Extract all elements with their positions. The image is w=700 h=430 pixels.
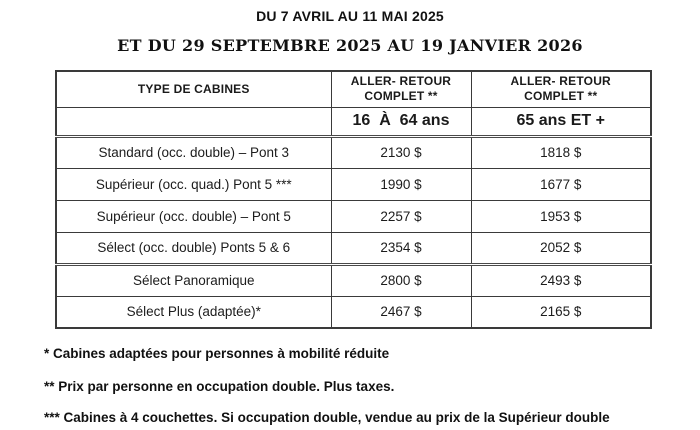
price-65-plus-cell: 2165 $ — [471, 296, 651, 328]
table-row — [56, 232, 651, 264]
table-row — [56, 200, 651, 232]
age-row-empty-cell — [56, 107, 331, 136]
header-aller-retour-1 — [331, 71, 471, 107]
age-16-64-header: 16 À 64 ans — [331, 107, 471, 136]
table-row — [56, 296, 651, 328]
table-row — [56, 168, 651, 200]
cabin-type-cell: Standard (occ. double) – Pont 3 — [56, 136, 331, 168]
table-row — [56, 136, 651, 168]
price-65-plus-cell: 2493 $ — [471, 264, 651, 296]
price-65-plus-cell: 1818 $ — [471, 136, 651, 168]
price-16-64-cell: 2130 $ — [331, 136, 471, 168]
header-aller-retour-1-line1: ALLER- RETOUR — [350, 74, 452, 89]
footnote-price-per-person: ** Prix par personne en occupation double. Plus taxes. — [44, 379, 395, 394]
price-16-64-cell: 2354 $ — [331, 232, 471, 264]
header-aller-retour-2-line2: COMPLET ** — [524, 89, 598, 104]
cabin-type-cell: Supérieur (occ. double) – Pont 5 — [56, 200, 331, 232]
date-range-title-2: ET DU 29 SEPTEMBRE 2025 AU 19 JANVIER 2026 — [117, 36, 583, 55]
price-65-plus-cell: 1677 $ — [471, 168, 651, 200]
table-age-row — [56, 107, 651, 136]
footnote-adapted-cabins: * Cabines adaptées pour personnes à mobilité réduite — [44, 346, 390, 361]
table-header-row — [56, 71, 651, 107]
header-aller-retour-1-line2: COMPLET ** — [364, 89, 438, 104]
header-type-de-cabines: TYPE DE CABINES — [56, 71, 331, 107]
table-row — [56, 264, 651, 296]
price-16-64-cell: 2800 $ — [331, 264, 471, 296]
price-16-64-cell: 2257 $ — [331, 200, 471, 232]
age-65-plus-header: 65 ans ET + — [471, 107, 651, 136]
header-aller-retour-2 — [471, 71, 651, 107]
header-aller-retour-2-line1: ALLER- RETOUR — [510, 74, 611, 89]
cabin-type-cell: Sélect (occ. double) Ponts 5 & 6 — [56, 232, 331, 264]
footnote-quad-cabins: *** Cabines à 4 couchettes. Si occupation double, vendue au prix de la Supérieur double — [44, 410, 610, 425]
price-65-plus-cell: 1953 $ — [471, 200, 651, 232]
cabin-type-cell: Supérieur (occ. quad.) Pont 5 *** — [56, 168, 331, 200]
date-range-title-1: DU 7 AVRIL AU 11 MAI 2025 — [256, 8, 444, 24]
price-16-64-cell: 2467 $ — [331, 296, 471, 328]
cabin-type-cell: Sélect Plus (adaptée)* — [56, 296, 331, 328]
cabin-pricing-table — [55, 70, 652, 329]
cabin-type-cell: Sélect Panoramique — [56, 264, 331, 296]
price-65-plus-cell: 2052 $ — [471, 232, 651, 264]
price-16-64-cell: 1990 $ — [331, 168, 471, 200]
